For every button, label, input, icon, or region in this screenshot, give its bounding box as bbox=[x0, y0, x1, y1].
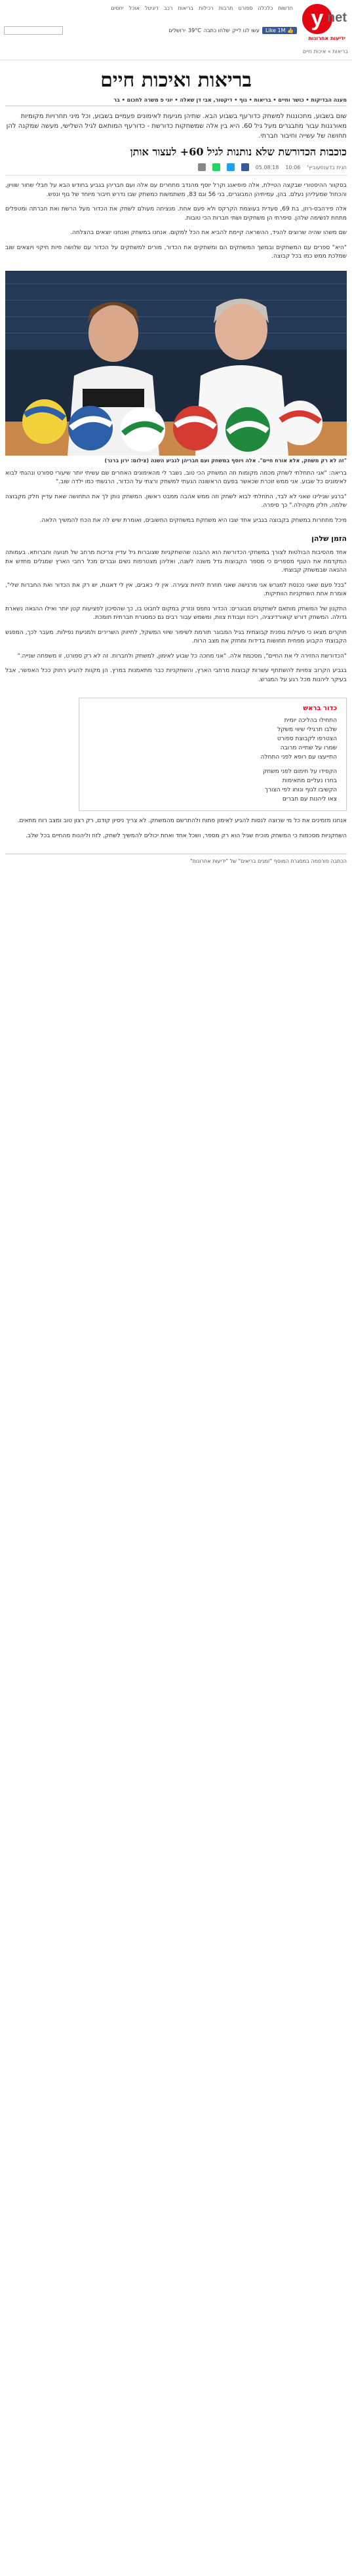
section-title: בריאות ואיכות חיים bbox=[100, 69, 252, 92]
tips-box-line: הקפידו על חימום לפני משחק bbox=[263, 768, 337, 775]
paragraph: התקנון של המשחק מותאם לשחקנים מבוגרים: הכדור נתפס ונזרק במקום לחבוט בו, כך שהסיכון לפציעות קטן יותר ואילו ההנאה נשארת גדולה. המשחק דורש קואורדינציה, ריכוז ועבודת צוות, ומשמש עבור רבים גם כמסגרת חברתית תומכת. bbox=[5, 605, 347, 621]
site-logo[interactable] bbox=[301, 3, 347, 45]
top-nav-link[interactable]: רכילות bbox=[199, 5, 214, 11]
site-header bbox=[0, 0, 352, 60]
email-share-icon[interactable] bbox=[198, 163, 206, 171]
paragraph: מיכל מתחרות במשחק בקבוצה בגביע אחד שבו היא משחקת במשחקים החשובים, ואומרת שיש לה את הכח להמשיך הלאה. bbox=[39, 517, 347, 524]
tips-box-title: כדור בראש bbox=[303, 705, 337, 712]
article-body-middle bbox=[0, 469, 352, 685]
publish-date: 05.08.18 bbox=[255, 164, 279, 170]
tips-box-line: התחילו בהליכה יומית bbox=[284, 717, 337, 724]
paragraph: "הכדורשת החזירה לי את החיים", מסכמת אלה. "אני מחכה כל שבוע לאימון, למשחק ולחברות. זה לא רק ספורט, זו משפחה שנייה." bbox=[17, 652, 347, 660]
paragraph: "בכל פעם שאני נכנסת למגרש אני מרגישה שאני חוזרת להיות צעירה. אין לי כאבים, אין לי דאגות, יש רק את הכדור ואת החברות שלי", אומרת אחת השחקניות הוותיקות. bbox=[5, 582, 347, 597]
thumbs-up-icon: 👍 bbox=[285, 27, 294, 33]
search-input[interactable] bbox=[4, 26, 63, 35]
paragraph: חוקרים מצאו כי פעילות גופנית קבוצתית בגיל המבוגר תורמת לשיפור שיווי המשקל, לחיזוק השרירים ולמניעת נפילות. מעבר לכך, המפגש הקבוצתי הקבוע מפחית תחושות בדידות ומחזק את מצב הרוח. bbox=[5, 629, 347, 644]
photo-image bbox=[5, 271, 347, 456]
utility-bar bbox=[4, 25, 297, 35]
tips-box bbox=[79, 698, 347, 811]
paragraph: אנחנו מזמינים את כל מי שרוצה לנסות להגיע לאימון פתוח ולהתרשם מהמשחק. לא צריך ניסיון קודם, רק רצון טוב ומצב רוח מתאים. bbox=[17, 818, 347, 824]
twitter-share-icon[interactable] bbox=[227, 163, 235, 171]
utility-link[interactable]: עשו לנו לייק bbox=[232, 27, 260, 33]
article-footer-note: הכתבה פורסמה במסגרת המוסף "זמנים בריאים" של "ידיעות אחרונות" bbox=[5, 854, 347, 864]
tips-box-line: התייעצו עם רופא לפני התחלה bbox=[260, 754, 337, 761]
paragraph: "היא" ספרים עם המשחקים ובמשך המשחקים הם ומשחקים את הכדור, מורים למשחקים על הכדור עם שלושה פיות חיקוי ויוצאים שוב שמלכת ממש כמו בכל קבוצה. bbox=[5, 244, 347, 260]
top-nav-link[interactable]: חדשות bbox=[278, 5, 293, 11]
top-nav bbox=[7, 5, 293, 11]
paragraph: אחד מהסיבות הבולטות לצורך במשחקי הכדורשת הוא ההבנה שהשחקניות שצוברות גיל עדיין צריכות מרחב של תנועה וחברותא. בעמותה המקדמת את הענף מספרים כי מספר הקבוצות גדל משנה לשנה, ואליהן מצטרפות נשים וגברים מכל רחבי הארץ שמגלים מחדש את ההנאה שבמשחק קבוצתי. bbox=[5, 549, 347, 574]
tag-row[interactable]: מענה הבדיקות • כושר וחיים • בריאות • גוף • דיקטור, אבי דן שאלה • יוני פ משרה לחכום • בר bbox=[5, 97, 347, 106]
paragraph: בגביע הקרוב צפויות להשתתף עשרות קבוצות מרחבי הארץ, והשחקניות כבר מתאמנות במרץ. הן מקוות להגיע רחוק ככל האפשר, אבל בעיקר ליהנות מכל רגע על המגרש. bbox=[5, 667, 347, 683]
article-body-top bbox=[0, 182, 352, 262]
subsection-heading: הזמן שלהן bbox=[311, 534, 347, 543]
whatsapp-share-icon[interactable] bbox=[212, 163, 220, 171]
top-nav-link[interactable]: ספורט bbox=[238, 5, 253, 11]
article-header bbox=[0, 60, 352, 176]
article-body-bottom bbox=[0, 817, 352, 841]
facebook-like-button[interactable] bbox=[262, 27, 297, 34]
top-nav-link[interactable]: בריאות bbox=[178, 5, 194, 11]
paragraph: השחקניות מסכמות כי המשחק מוכיח שגיל הוא רק מספר, ושכל אחד ואחת יכולים להמשיך לשחק, לזוז וליהנות מהחיים בכל שלב. bbox=[26, 832, 347, 839]
byline bbox=[5, 163, 347, 176]
tips-box-line: שלבו תרגילי שיווי משקל bbox=[277, 726, 337, 733]
paragraph: בריאה: "אני התחלתי לשחק מכמה מקומות וזה המשחק הכי טוב. נשבר לי מהאימונים האחרים שם עשיתי יותר שיעורי ספורט ונהגתי לבוא לאימונים כל שבוע. אני ממש זוכרת שכאשר בפעם הראשונה הגעתי למשחק ורצתי על הכדור, הרגשתי כמו ילדה שוב." bbox=[5, 469, 347, 485]
tips-box-line: שמרו על שתייה מרובה bbox=[280, 745, 337, 751]
logo-mark: y bbox=[302, 4, 332, 34]
paragraph: שם משהו שהיה שרוצים להגיד, ההשראה קיימת להביא את הכל למקום. אנחנו במשחק ואנחנו יוצאים בהצלחה. bbox=[70, 229, 347, 236]
top-nav-link[interactable]: רכב bbox=[163, 5, 173, 11]
photo-caption: "זה לא רק משחק, אלא אורח חיים". אלה ויוסף במשחק ועם חבריהן לגביע השנה (צילום: ירון ברנר) bbox=[104, 457, 347, 464]
article-lede: שום בשבוע, מתכוננות למשחק כדורעף בשבוע הבא. שתיהן מגיעות לאימונים פעמיים בשבוע, וכל מיני תחרויות מקומיות מאורגנות עבור מתבגרים מעל גיל 60. היא בין אלה שמשחקות כדורשת - כדורעף המותאם לגיל השלישי, מעשה שמקנה להן תחושה של עשייה וחיבור חברתי. bbox=[6, 113, 347, 140]
like-label: Like bbox=[265, 27, 276, 33]
top-nav-link[interactable]: יחסים bbox=[111, 5, 124, 11]
weather-temp: 39°C bbox=[188, 27, 201, 33]
article-photo[interactable] bbox=[5, 271, 347, 456]
logo-subtitle: ידיעות אחרונות bbox=[308, 35, 345, 41]
author-name[interactable]: חגית בדענסעוביץ' bbox=[307, 164, 347, 170]
tips-box-line: הקשיבו לגוף ונוחו לפי הצורך bbox=[265, 787, 337, 793]
top-nav-link[interactable]: תרבות bbox=[218, 5, 233, 11]
publish-time: 10:06 bbox=[285, 164, 301, 170]
paragraph: "ברגע שגילינו שאני לא לבד, התחלתי לבוא לשחק וזה ממש אהבה ממבט ראשון. המשחק נותן לך את התחושה שאת עדיין חלק מקבוצה שלמה, חלק מקהילה." כך סיפרה. bbox=[5, 493, 347, 509]
article-subtitle: כוכבות הכדורשת שלא נותנות לגיל 60+ לעצור אותן bbox=[130, 146, 347, 158]
logo-net-text: net bbox=[327, 10, 347, 25]
paragraph: בסקוור ההיסטורי שבקצה הטיילת, אלה פופיאנג וקרל יוסף מהנדב מתחרים עם אלה ועם חבריהן בגביע בחודש הבא על חבלי שחור שוויון, והכחול שמעליהן נעלם. בהן, עמיתיהן המבוגרים, בני 56 וגם 83, משתמשות כמשחק שבו נדרש חיבור מיוחד של גוף ונפש. bbox=[5, 182, 347, 198]
tips-box-line: הצטרפו לקבוצת ספורט bbox=[277, 736, 337, 742]
top-nav-link[interactable]: כלכלה bbox=[258, 5, 273, 11]
top-nav-link[interactable]: דיגיטל bbox=[144, 5, 159, 11]
breadcrumb[interactable]: בריאות » איכות חיים bbox=[302, 49, 348, 54]
tips-box-line: בחרו נעליים מתאימות bbox=[282, 778, 337, 784]
facebook-share-icon[interactable] bbox=[241, 163, 249, 171]
utility-link[interactable]: שלחו כתבה bbox=[203, 27, 230, 33]
paragraph: אלה פירהבס-רוזן, בת 69, סעדית בעוצמת הקרקס ולא פעם אחת. מנציחה מעולם לשחק את הכדור מעל הרשת ואת חברתה ומטפלים מתחת לנשימה שלהן. סיפרתי הן משחקים ושתי חברות הכי טובות. bbox=[5, 206, 347, 222]
top-nav-link[interactable]: אוכל bbox=[128, 5, 140, 11]
weather-city[interactable]: ירושלים bbox=[168, 27, 186, 33]
tips-box-line: צאו ליהנות עם חברים bbox=[282, 796, 337, 803]
like-count: 1M bbox=[277, 27, 286, 33]
